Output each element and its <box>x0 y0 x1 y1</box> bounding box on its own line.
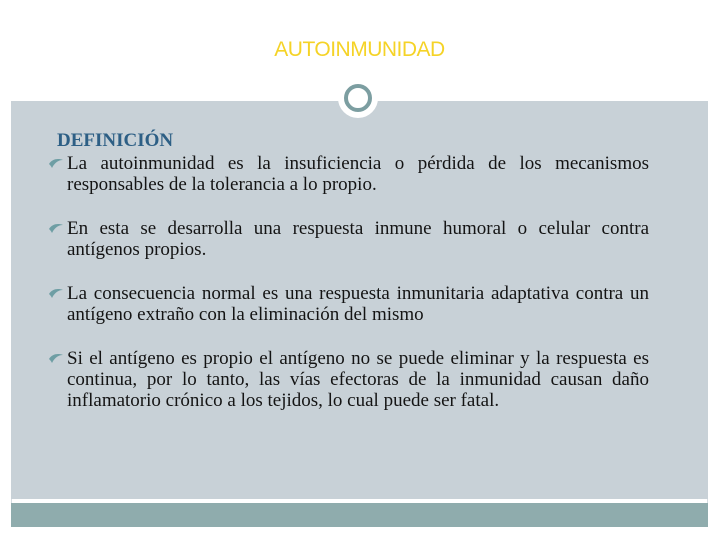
list-item <box>44 348 649 411</box>
slide-title: AUTOINMUNIDAD <box>274 38 445 61</box>
bullet-list <box>44 153 649 411</box>
circle-ornament-icon <box>338 78 378 118</box>
swoosh-bullet-icon <box>48 156 64 170</box>
circle-ornament-ring <box>344 84 372 112</box>
list-item <box>44 153 649 195</box>
swoosh-bullet-icon <box>48 351 64 365</box>
slide-content <box>44 129 649 411</box>
bullet-text: La autoinmunidad es la insuficiencia o pérdida de los mecanismos responsables de la tolerancia a lo propio. <box>67 153 649 195</box>
list-item <box>44 283 649 325</box>
section-heading: DEFINICIÓN <box>57 130 174 151</box>
bottom-bar <box>11 503 708 527</box>
swoosh-bullet-icon <box>48 286 64 300</box>
bullet-text: Si el antígeno es propio el antígeno no se puede eliminar y la respuesta es continua, por lo tanto, las vías efectoras de la inmunidad causan daño inflamatorio crónico a los tejidos, lo cual puede ser fatal. <box>67 348 649 411</box>
bullet-text: En esta se desarrolla una respuesta inmune humoral o celular contra antígenos propios. <box>67 218 649 260</box>
swoosh-bullet-icon <box>48 221 64 235</box>
list-item <box>44 218 649 260</box>
bullet-text: La consecuencia normal es una respuesta inmunitaria adaptativa contra un antígeno extraño con la eliminación del mismo <box>67 283 649 325</box>
